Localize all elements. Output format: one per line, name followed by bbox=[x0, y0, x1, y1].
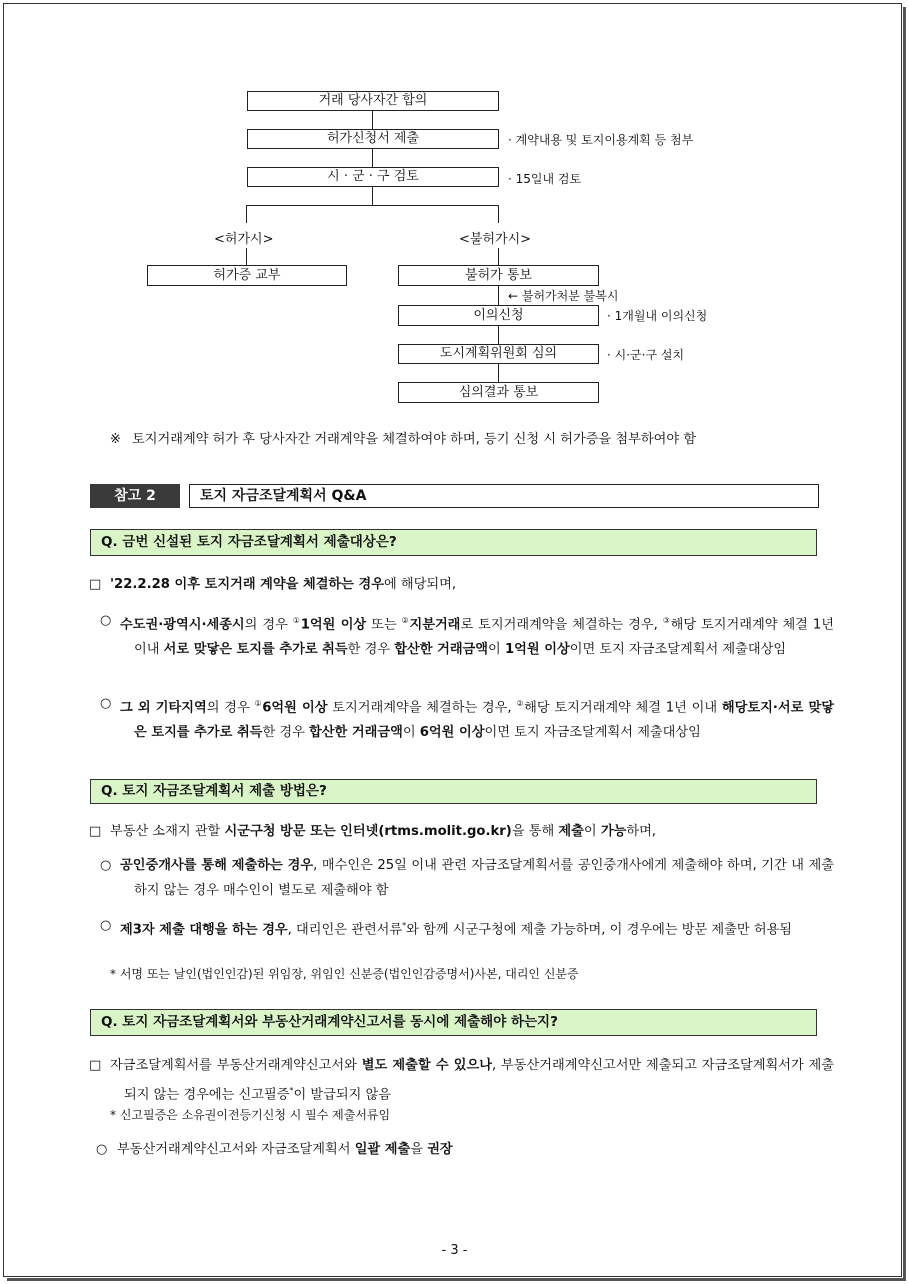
text: 하며, bbox=[626, 824, 656, 839]
page-number: - 3 - bbox=[441, 1243, 468, 1258]
text: 이 bbox=[402, 725, 420, 741]
text: 의 경우 bbox=[244, 617, 293, 633]
q1-answer-1 bbox=[120, 608, 834, 662]
text-bold: 시군구청 방문 또는 인터넷(rtms.molit.go.kr) bbox=[224, 824, 512, 839]
flow-note-application: · 계약내용 및 토지이용계획 등 첨부 bbox=[508, 133, 694, 147]
text: 을 bbox=[410, 1142, 428, 1157]
flow-step-denial-notice: 불허가 통보 bbox=[398, 265, 599, 286]
text-bold: 6억원 이상 bbox=[419, 725, 485, 741]
text-bold: 권장 bbox=[427, 1142, 453, 1157]
text: , 매수인은 25일 이내 관련 자금조달계획서를 공인중개사에게 제출해야 하며, 기간 내 제출하지 않는 경우 매수인이 별도로 제출해야 함 bbox=[134, 858, 834, 898]
text-bold: 가능 bbox=[600, 824, 627, 839]
flow-branch-approved: <허가시> bbox=[214, 232, 274, 247]
flow-connector bbox=[246, 248, 247, 265]
section-tag: 참고 2 bbox=[90, 484, 180, 508]
box-mark: □ bbox=[89, 577, 102, 592]
question-1: Q. 금번 신설된 토지 자금조달계획서 제출대상은? bbox=[90, 529, 817, 556]
superscript: ② bbox=[516, 699, 525, 708]
superscript: ② bbox=[401, 616, 410, 625]
q1-answer-2 bbox=[120, 691, 834, 745]
flow-connector bbox=[372, 111, 373, 129]
text: 한 경우 bbox=[347, 642, 395, 658]
text: 이면 토지 자금조달계획서 제출대상임 bbox=[569, 642, 787, 658]
flow-note-review: · 15일내 검토 bbox=[508, 172, 582, 186]
flow-step-committee: 도시계획위원회 심의 bbox=[398, 344, 599, 364]
remark-text: 토지거래계약 허가 후 당사자간 거래계약을 체결하여야 하며, 등기 신청 시 허가증을 첨부하여야 함 bbox=[132, 432, 697, 447]
text-bold: 별도 제출할 수 있으나 bbox=[361, 1058, 493, 1073]
flow-branch-denied: <불허가시> bbox=[459, 232, 532, 247]
q3-footnote: * 신고필증은 소유권이전등기신청 시 필수 제출서류임 bbox=[110, 1108, 391, 1122]
flow-connector bbox=[498, 364, 499, 382]
box-mark: □ bbox=[89, 1058, 102, 1073]
bullet-mark: ○ bbox=[100, 613, 112, 628]
superscript: ① bbox=[292, 616, 301, 625]
text: 토지거래계약을 체결하는 경우, bbox=[327, 700, 517, 716]
text-bold: 합산한 거래금액 bbox=[309, 725, 403, 741]
remark-mark: ※ bbox=[110, 432, 121, 447]
text-bold: 1억원 이상 bbox=[504, 642, 570, 658]
flow-step-application: 허가신청서 제출 bbox=[247, 129, 499, 149]
text-bold: 공인중개사를 통해 제출하는 경우 bbox=[120, 858, 314, 873]
text: 부동산거래계약신고서와 자금조달계획서 bbox=[117, 1142, 355, 1157]
flow-branch-line bbox=[246, 205, 499, 206]
flow-note-committee: · 시·군·구 설치 bbox=[607, 348, 685, 362]
superscript: ③ bbox=[662, 616, 671, 625]
bullet-mark: ○ bbox=[100, 858, 112, 873]
bullet-mark: ○ bbox=[96, 1142, 108, 1157]
text: 해당 토지거래계약 체결 1년 이내 bbox=[134, 617, 834, 658]
text: 부동산 소재지 관할 bbox=[110, 824, 225, 839]
text-bold: 6억원 이상 bbox=[262, 700, 328, 716]
flow-note-objection-trigger: ← 불허가처분 불복시 bbox=[508, 289, 619, 303]
text: 이면 토지 자금조달계획서 제출대상임 bbox=[484, 725, 701, 741]
text: 와 함께 시군구청에 제출 가능하며, 이 경우에는 방문 제출만 허용됨 bbox=[406, 922, 793, 938]
text: 이 bbox=[583, 824, 601, 839]
text: 로 토지거래계약을 체결하는 경우, bbox=[460, 617, 663, 633]
q3-statement bbox=[110, 1053, 834, 1107]
text: 을 통해 bbox=[511, 824, 559, 839]
text-bold: 수도권·광역시·세종시 bbox=[120, 617, 245, 633]
q2-answer-2 bbox=[120, 913, 834, 942]
bullet-mark: ○ bbox=[100, 696, 112, 711]
flow-connector bbox=[498, 248, 499, 265]
flow-connector bbox=[246, 205, 247, 223]
text: 자금조달계획서를 부동산거래계약신고서와 bbox=[110, 1058, 362, 1073]
flow-connector bbox=[372, 187, 373, 205]
bullet-mark: ○ bbox=[100, 918, 112, 933]
text-bold: 제3자 제출 대행을 하는 경우 bbox=[120, 922, 288, 938]
text-bold: 서로 맞닿은 토지를 추가로 취득 bbox=[163, 642, 348, 658]
q1-statement-rest: 에 해당되며, bbox=[383, 577, 457, 592]
q2-answer-1 bbox=[120, 853, 834, 903]
flow-step-agreement: 거래 당사자간 합의 bbox=[247, 91, 499, 111]
text: , 부동산거래계약신고서만 제출되고 자금조달계획서가 제출되지 않는 경우에는 신고필증 bbox=[124, 1058, 834, 1103]
q1-statement-bold: '22.2.28 이후 토지거래 계약을 체결하는 경우 bbox=[110, 577, 384, 592]
flow-connector bbox=[498, 205, 499, 223]
text-bold: 일괄 제출 bbox=[354, 1142, 411, 1157]
text: 의 경우 bbox=[206, 700, 255, 716]
text-bold: 1억원 이상 bbox=[300, 617, 367, 633]
question-2: Q. 토지 자금조달계획서 제출 방법은? bbox=[90, 779, 817, 804]
question-3: Q. 토지 자금조달계획서와 부동산거래계약신고서를 동시에 제출해야 하는지? bbox=[90, 1009, 817, 1036]
superscript: * bbox=[402, 921, 407, 930]
flow-step-result: 심의결과 통보 bbox=[398, 382, 599, 403]
superscript: ① bbox=[254, 699, 263, 708]
flow-connector bbox=[498, 286, 499, 305]
flow-step-objection: 이의신청 bbox=[398, 305, 599, 326]
box-mark: □ bbox=[89, 824, 102, 839]
q2-footnote: * 서명 또는 날인(법인인감)된 위임장, 위임인 신분증(법인인감증명서)사본, 대리인 신분증 bbox=[110, 967, 579, 981]
superscript: * bbox=[289, 1086, 294, 1095]
text: , 대리인은 관련서류 bbox=[287, 922, 403, 938]
q3-recommendation bbox=[117, 1137, 817, 1162]
text-bold: 제출 bbox=[558, 824, 584, 839]
section-title: 토지 자금조달계획서 Q&A bbox=[189, 484, 819, 508]
text: 이 bbox=[488, 642, 505, 658]
q1-statement bbox=[110, 572, 822, 597]
q2-statement bbox=[110, 819, 822, 844]
flow-step-review: 시 · 군 · 구 검토 bbox=[247, 167, 499, 187]
flow-note-objection: · 1개월내 이의신청 bbox=[607, 309, 708, 323]
text: 또는 bbox=[366, 617, 402, 633]
flow-connector bbox=[498, 326, 499, 344]
text: 이 발급되지 않음 bbox=[293, 1087, 392, 1103]
text-bold: 합산한 거래금액 bbox=[394, 642, 489, 658]
text-bold: 지분거래 bbox=[409, 617, 461, 633]
flow-step-permit-issued: 허가증 교부 bbox=[147, 265, 347, 286]
text-bold: 그 외 기타지역 bbox=[120, 700, 207, 716]
flow-connector bbox=[372, 149, 373, 167]
text: 해당 토지거래계약 체결 1년 이내 bbox=[524, 700, 722, 716]
text-bold: 해당토지·서로 맞닿은 토지를 추가로 취득 bbox=[134, 700, 835, 741]
text: 한 경우 bbox=[262, 725, 310, 741]
